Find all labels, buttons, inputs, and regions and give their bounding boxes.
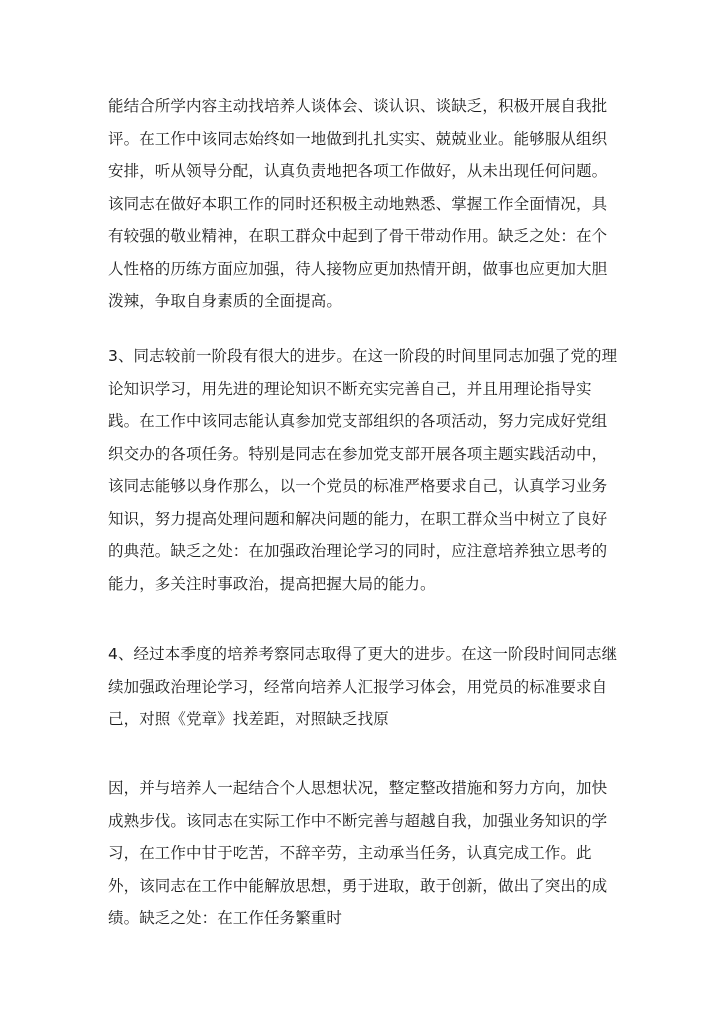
paragraph-1: 能结合所学内容主动找培养人谈体会、谈认识、谈缺乏，积极开展自我批评。在工作中该同志始终如一地做到扎扎实实、兢兢业业。能够服从组织安排，听从领导分配，认真负责地把各项工作做好，从未出现任何问题。该同志在做好本职工作的同时还积极主动地熟悉、掌握工作全面情况，具有较强的敬业精神，在职工群众中起到了骨干带动作用。缺乏之处：在个人性格的历练方面应加强，待人接物应更加热情开朗，做事也应更加大胆泼辣，争取自身素质的全面提高。 (108, 97, 608, 310)
paragraph-3: 4、经过本季度的培养考察同志取得了更大的进步。在这一阶段时间同志继续加强政治理论学习，经常向培养人汇报学习体会，用党员的标准要求自己，对照《党章》找差距，对照缺乏找原 (108, 645, 618, 728)
paragraph-4: 因，并与培养人一起结合个人思想状况，整定整改措施和努力方向，加快成熟步伐。该同志在实际工作中不断完善与超越自我，加强业务知识的学习，在工作中甘于吃苦，不辞辛劳，主动承当任务，认真完成工作。此外，该同志在工作中能解放思想，勇于进取，敢于创新，做出了突出的成绩。缺乏之处：在工作任务繁重时 (108, 779, 608, 927)
paragraph-2: 3、同志较前一阶段有很大的进步。在这一阶段的时间里同志加强了党的理论知识学习，用先进的理论知识不断充实完善自己，并且用理论指导实践。在工作中该同志能认真参加党支部组织的各项活动，努力完成好党组织交办的各项任务。特别是同志在参加党支部开展各项主题实践活动中，该同志能够以身作那么，以一个党员的标准严格要求自己，认真学习业务知识，努力提高处理问题和解决问题的能力，在职工群众当中树立了良好的典范。缺乏之处：在加强政治理论学习的同时，应注意培养独立思考的能力，多关注时事政治，提高把握大局的能力。 (108, 347, 618, 593)
